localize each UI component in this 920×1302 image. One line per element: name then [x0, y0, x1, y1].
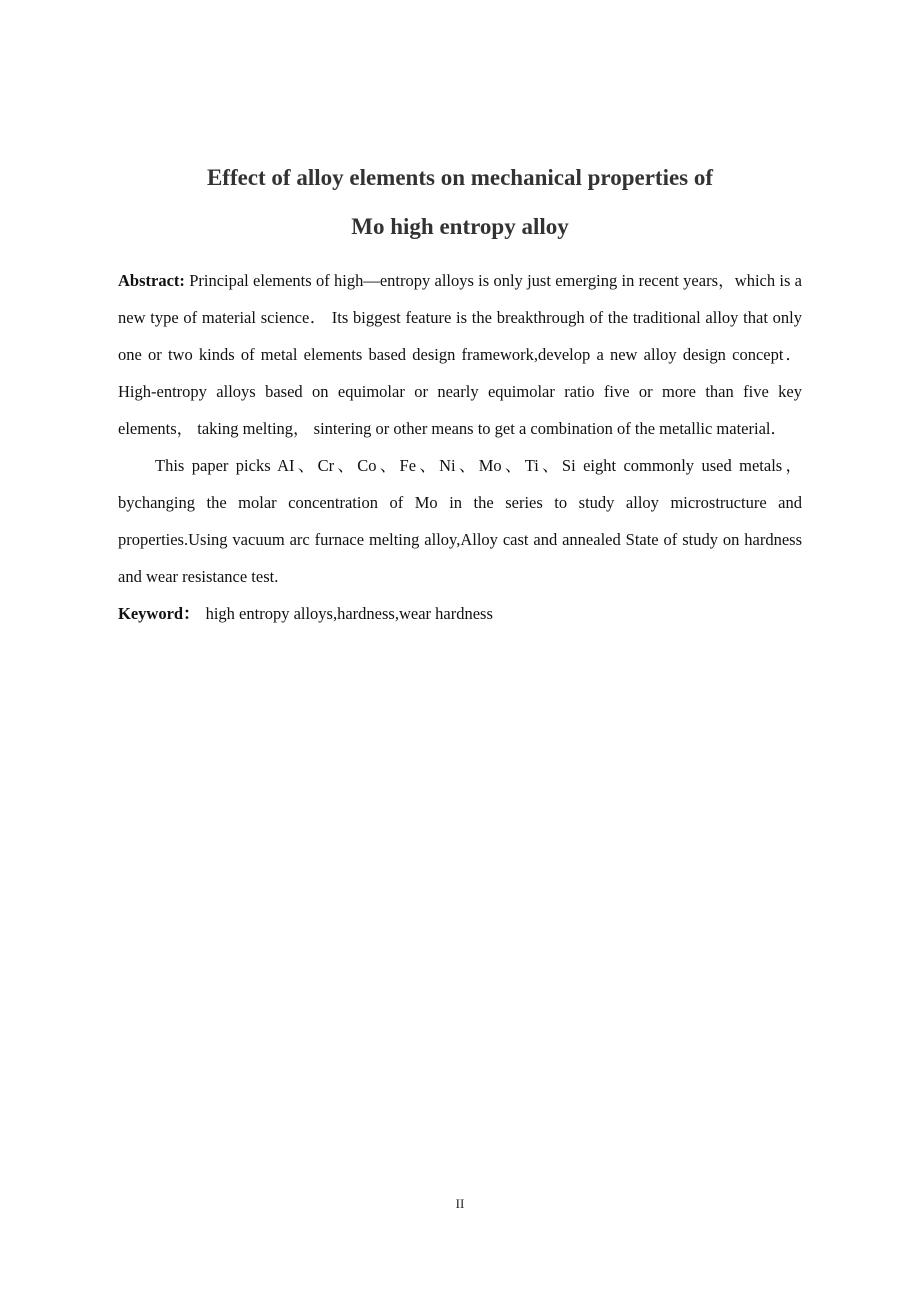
keywords-line [118, 595, 802, 632]
keywords-value: high entropy alloys,hardness,wear hardness [205, 604, 493, 623]
title-line-2: Mo high entropy alloy [351, 214, 569, 239]
abstract-label: Abstract: [118, 271, 185, 290]
abstract-section [118, 262, 802, 632]
abstract-paragraph-1 [118, 262, 802, 447]
title-line-1: Effect of alloy elements on mechanical properties of [206, 165, 714, 190]
abstract-paragraph-2 [118, 447, 802, 595]
keywords-label: Keyword： [118, 604, 200, 623]
abstract-text-1: Principal elements of high—entropy alloys is only just emerging in recent years，which is a new type of material science． Its biggest feature is the breakthrough of the traditional alloy that only one or two kinds of metal elements based design framework,develop a new alloy design concept．High-entropy alloys based on equimolar or nearly equimolar ratio five or more than five key elements， taking melting， sintering or other means to get a combination of the metallic material． [118, 271, 802, 438]
abstract-text-2: This paper picks AI、Cr、Co、Fe、Ni、Mo、Ti、Si eight commonly used metals，bychanging the molar concentration of Mo in the series to study alloy microstructure and properties.Using vacuum arc furnace melting alloy,Alloy cast and annealed State of study on hardness and wear resistance test. [118, 456, 802, 586]
page-number: II [455, 1196, 465, 1211]
